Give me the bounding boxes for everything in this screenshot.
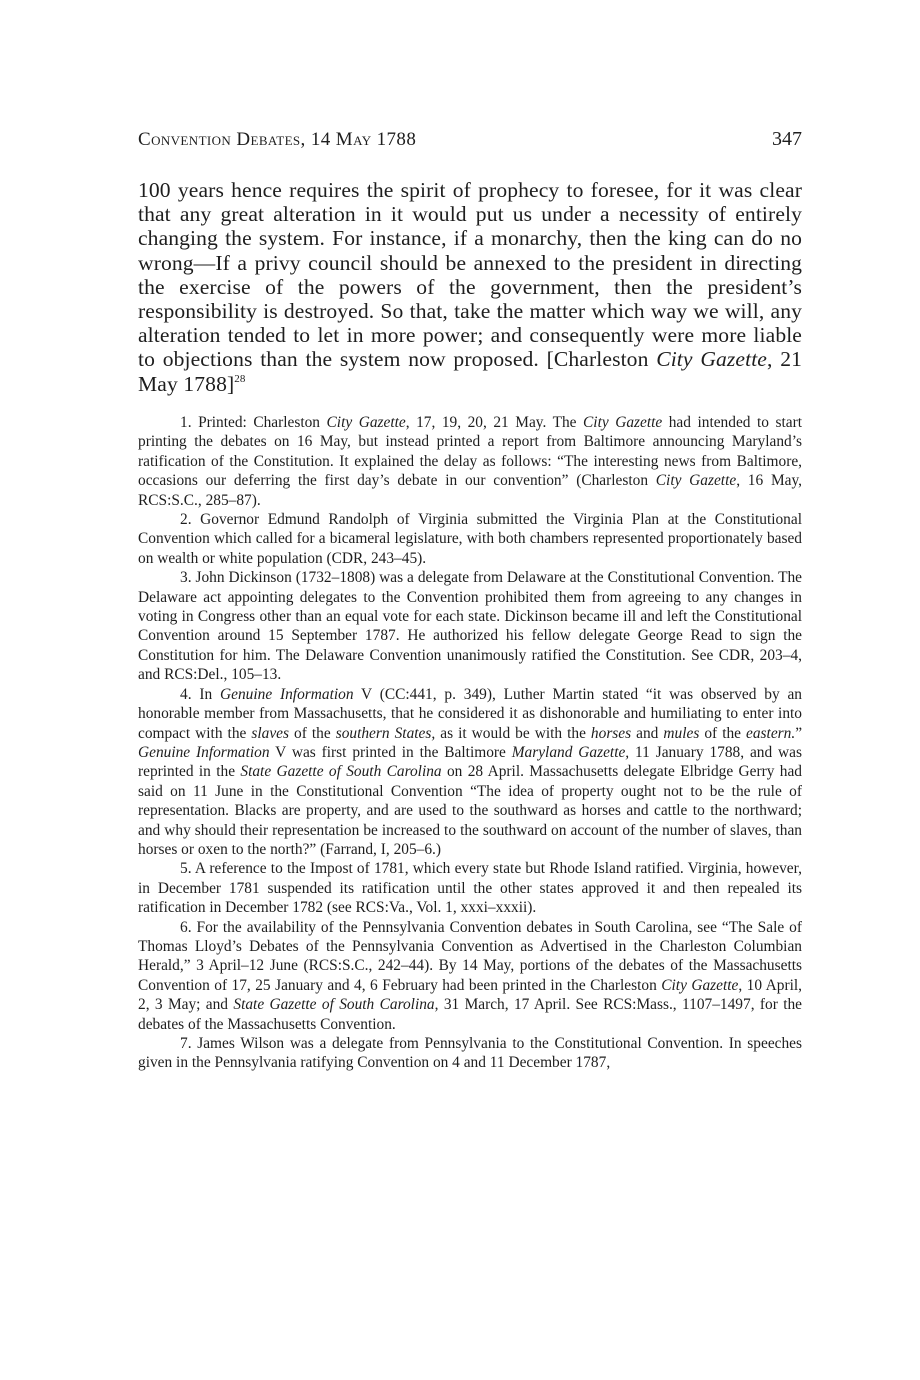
body-text-run: 100 years hence requires the spirit of prophecy to foresee, for it was clear that any great alteration in it would put us under a necessity of entirely changing the system. For instance, if a monarchy, then the king can do no wrong—If a privy council should be annexed to the president in directing the exercise of the powers of the government, then the president’s responsibility is destroyed. So that, take the matter which way we will, any alteration tended to let in more power; and consequently were more liable to objections than the system now proposed. [Charleston	[138, 178, 802, 372]
endnote-3: 3. John Dickinson (1732–1808) was a delegate from Delaware at the Constitutional Convention. The Delaware act appointing delegates to the Convention prohibited them from agreeing to any changes in voting in Congress other than an equal vote for each state. Dickinson became ill and left the Constitutional Convention around 15 September 1787. He authorized his fellow delegate George Read to sign the Constitution for him. The Delaware Convention unanimously ratified the Constitution. See CDR, 203–4, and RCS:Del., 105–13.	[138, 569, 802, 684]
page-header	[138, 128, 802, 158]
footnote-reference: 28	[234, 372, 246, 385]
body-text-italic: City Gazette	[656, 347, 767, 372]
endnotes	[138, 413, 802, 1073]
endnote-5: 5. A reference to the Impost of 1781, which every state but Rhode Island ratified. Virginia, however, in December 1781 suspended its ratification until the other states approved it and then repealed its ratification in December 1782 (see RCS:Va., Vol. 1, xxxi–xxxii).	[138, 860, 802, 917]
endnote-7: 7. James Wilson was a delegate from Pennsylvania to the Constitutional Convention. In speeches given in the Pennsylvania ratifying Convention on 4 and 11 December 1787,	[138, 1035, 802, 1072]
body-text-run: , 21 May 1788]	[138, 347, 803, 396]
endnote-2: 2. Governor Edmund Randolph of Virginia submitted the Virginia Plan at the Constitutional Convention which called for a bicameral legislature, with both chambers represented proportionately based on wealth or white population (CDR, 243–45).	[138, 511, 802, 567]
running-head: Convention Debates, 14 May 1788	[138, 129, 417, 150]
endnote-4: 4. In Genuine Information V (CC:441, p. 349), Luther Martin stated “it was observed by an honorable member from Massachusetts, that he considered it as dishonorable and humiliating to enter into compact with the slaves of the southern States, as it would be with the horses and mules of the eastern.” Genuine Information V was first printed in the Baltimore Maryland Gazette, 11 January 1788, and was reprinted in the State Gazette of South Carolina on 28 April. Massachusetts delegate Elbridge Gerry had said on 11 June in the Constitutional Convention “The idea of property ought not to be the rule of representation. Blacks are property, and are used to the southward as horses and cattle to the northward; and why should their representation be increased to the southward on account of the number of slaves, than horses or oxen to the north?” (Farrand, I, 205–6.)	[138, 685, 803, 858]
page-number: 347	[772, 128, 802, 150]
endnote-6: 6. For the availability of the Pennsylvania Convention debates in South Carolina, see “The Sale of Thomas Lloyd’s Debates of the Pennsylvania Convention as Advertised in the Charleston Columbian Herald,” 3 April–12 June (RCS:S.C., 242–44). By 14 May, portions of the debates of the Massachusetts Convention of 17, 25 January and 4, 6 February had been printed in the Charleston City Gazette, 10 April, 2, 3 May; and State Gazette of South Carolina, 31 March, 17 April. See RCS:Mass., 1107–1497, for the debates of the Massachusetts Convention.	[138, 918, 803, 1033]
body-paragraph	[138, 178, 802, 396]
endnote-1: 1. Printed: Charleston City Gazette, 17, 19, 20, 21 May. The City Gazette had intended to start printing the debates on 16 May, but instead printed a report from Baltimore announcing Maryland’s ratification of the Constitution. It explained the delay as follows: “The interesting news from Baltimore, occasions our deferring the first day’s debate in our convention” (Charleston City Gazette, 16 May, RCS:S.C., 285–87).	[138, 414, 803, 509]
